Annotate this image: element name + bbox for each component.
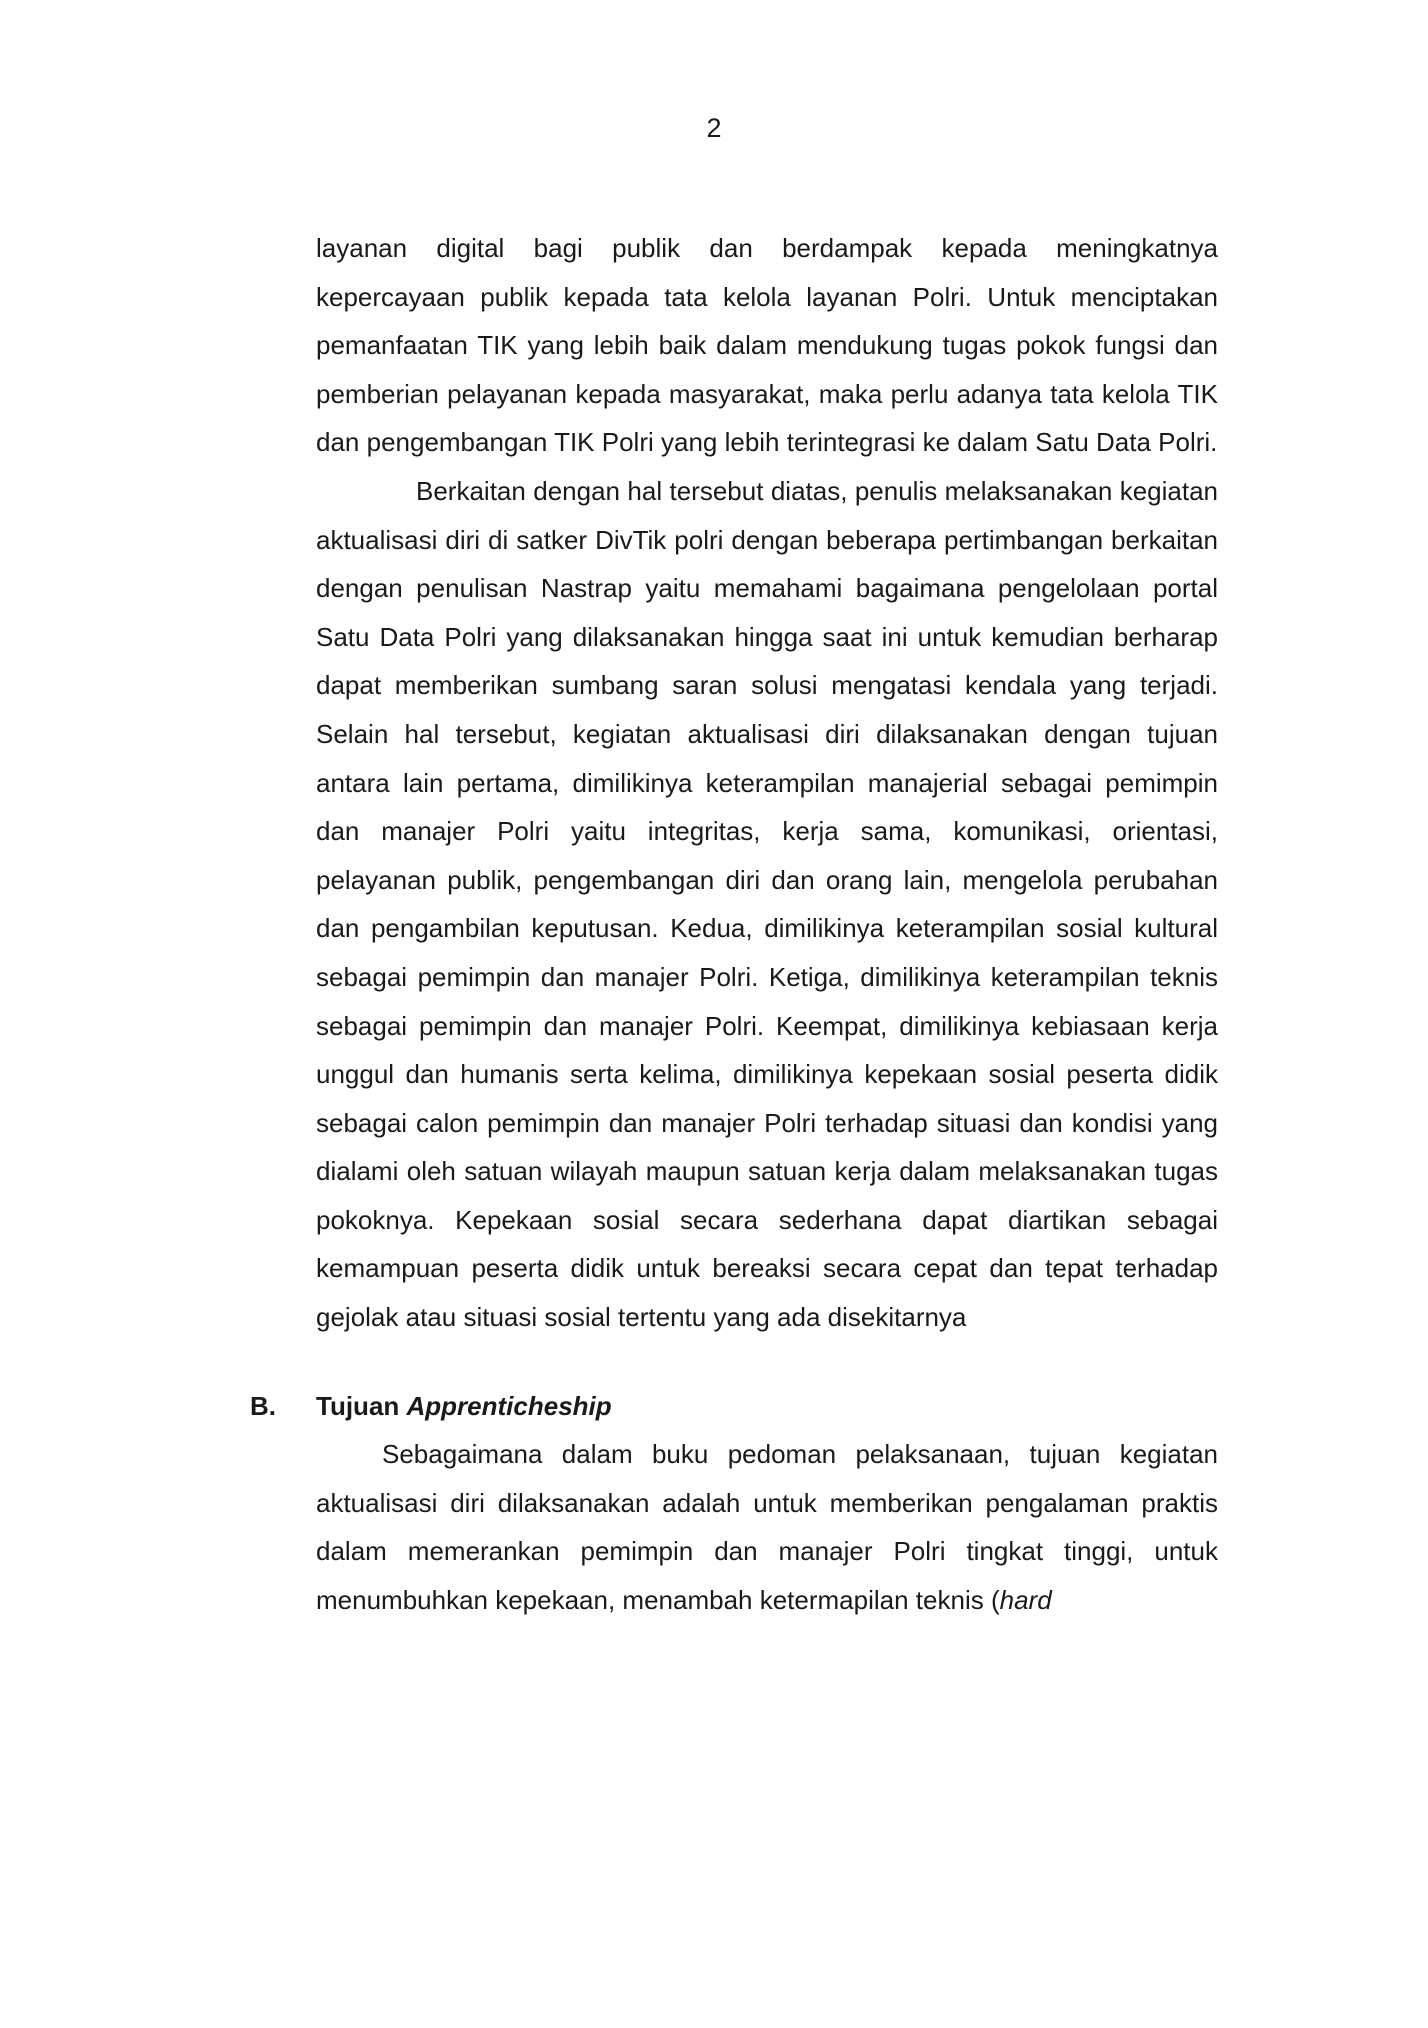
paragraph-tujuan — [316, 1430, 1218, 1624]
body-text — [250, 224, 1218, 1625]
section-letter: B. — [250, 1390, 276, 1421]
page-number: 2 — [706, 113, 722, 143]
paragraph-tujuan-italic: hard — [999, 1585, 1052, 1616]
paragraph-continuation: layanan digital bagi publik dan berdampak kepada meningkatnya kepercayaan publik kepada tata kelola layanan Polri. Untuk menciptakan pemanfaatan TIK yang lebih baik dalam mendukung tugas pokok fungsi dan pemberian pelayanan kepada masyarakat, maka perlu adanya tata kelola TIK dan pengembangan TIK Polri yang lebih terintegrasi ke dalam Satu Data Polri. — [316, 233, 1218, 458]
paragraph-aktualisasi: Berkaitan dengan hal tersebut diatas, penulis melaksanakan kegiatan aktualisasi diri di satker DivTik polri dengan beberapa pertimbangan berkaitan dengan penulisan Nastrap yaitu memahami bagaimana pengelolaan portal Satu Data Polri yang dilaksanakan hingga saat ini untuk kemudian berharap dapat memberikan sumbang saran solusi mengatasi kendala yang terjadi. Selain hal tersebut, kegiatan aktualisasi diri dilaksanakan dengan tujuan antara lain pertama, dimilikinya keterampilan manajerial sebagai pemimpin dan manajer Polri yaitu integritas, kerja sama, komunikasi, orientasi, pelayanan publik, pengembangan diri dan orang lain, mengelola perubahan dan pengambilan keputusan. Kedua, dimilikinya keterampilan sosial kultural sebagai pemimpin dan manajer Polri. Ketiga, dimilikinya keterampilan teknis sebagai pemimpin dan manajer Polri. Keempat, dimilikinya kebiasaan kerja unggul dan humanis serta kelima, dimilikinya kepekaan sosial peserta didik sebagai calon pemimpin dan manajer Polri terhadap situasi dan kondisi yang dialami oleh satuan wilayah maupun satuan kerja dalam melaksanakan tugas pokoknya. Kepekaan sosial secara sederhana dapat diartikan sebagai kemampuan peserta didik untuk bereaksi secara cepat dan tepat terhadap gejolak atau situasi sosial tertentu yang ada disekitarnya — [316, 475, 1218, 1333]
section-title-italic: Apprenticheship — [406, 1390, 612, 1421]
section-heading-b — [250, 1382, 1218, 1431]
paragraph-tujuan-text: Sebagaimana dalam buku pedoman pelaksanaan, tujuan kegiatan aktualisasi diri dilaksanakan adalah untuk memberikan pengalaman praktis dalam memerankan pemimpin dan manajer Polri tingkat tinggi, untuk menumbuhkan kepekaan, menambah ketermapilan teknis ( — [316, 1439, 1218, 1616]
section-title-plain: Tujuan — [316, 1390, 407, 1421]
